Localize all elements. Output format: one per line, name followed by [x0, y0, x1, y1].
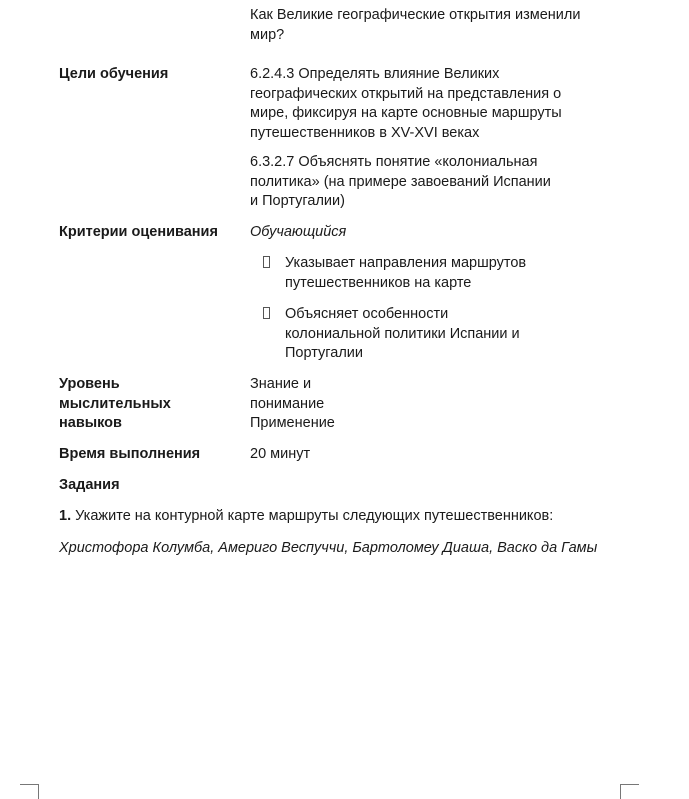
learning-goal-2: 6.3.2.7 Объяснять понятие «колониальная политика» (на примере завоеваний Испании и Португалии)	[250, 154, 551, 209]
page-corner-mark-left	[20, 784, 39, 799]
page-corner-mark-right	[620, 784, 639, 799]
task-1	[59, 507, 659, 527]
thinking-level-label: Уровень мыслительных навыков	[59, 376, 171, 431]
assessment-criteria-label: Критерии оценивания	[59, 224, 218, 240]
bullet-icon	[263, 256, 270, 268]
criteria-item-text: Объясняет особенности колониальной политики Испании и Португалии	[285, 306, 520, 361]
thinking-level-value: Знание и понимание Применение	[250, 376, 335, 431]
learning-goal-1: 6.2.4.3 Определять влияние Великих географических открытий на представления о мире, фиксируя на карте основные маршруты путешественников в XV-XVI веках	[250, 66, 562, 141]
time-label: Время выполнения	[59, 446, 201, 462]
time-value: 20 минут	[250, 446, 311, 462]
bullet-icon	[263, 307, 270, 319]
assessment-subject: Обучающийся	[250, 224, 347, 240]
task-1-text: Укажите на контурной карте маршруты следующих путешественников:	[75, 508, 554, 524]
travelers-list: Христофора Колумба, Америго Веспуччи, Бартоломеу Диаша, Васко да Гамы	[59, 540, 598, 556]
task-1-number: 1.	[59, 508, 72, 524]
intro-question: Как Великие географические открытия изменили мир?	[250, 7, 581, 43]
criteria-item-text: Указывает направления маршрутов путешественников на карте	[285, 255, 527, 291]
learning-goals-label: Цели обучения	[59, 66, 169, 82]
tasks-label: Задания	[59, 477, 120, 493]
